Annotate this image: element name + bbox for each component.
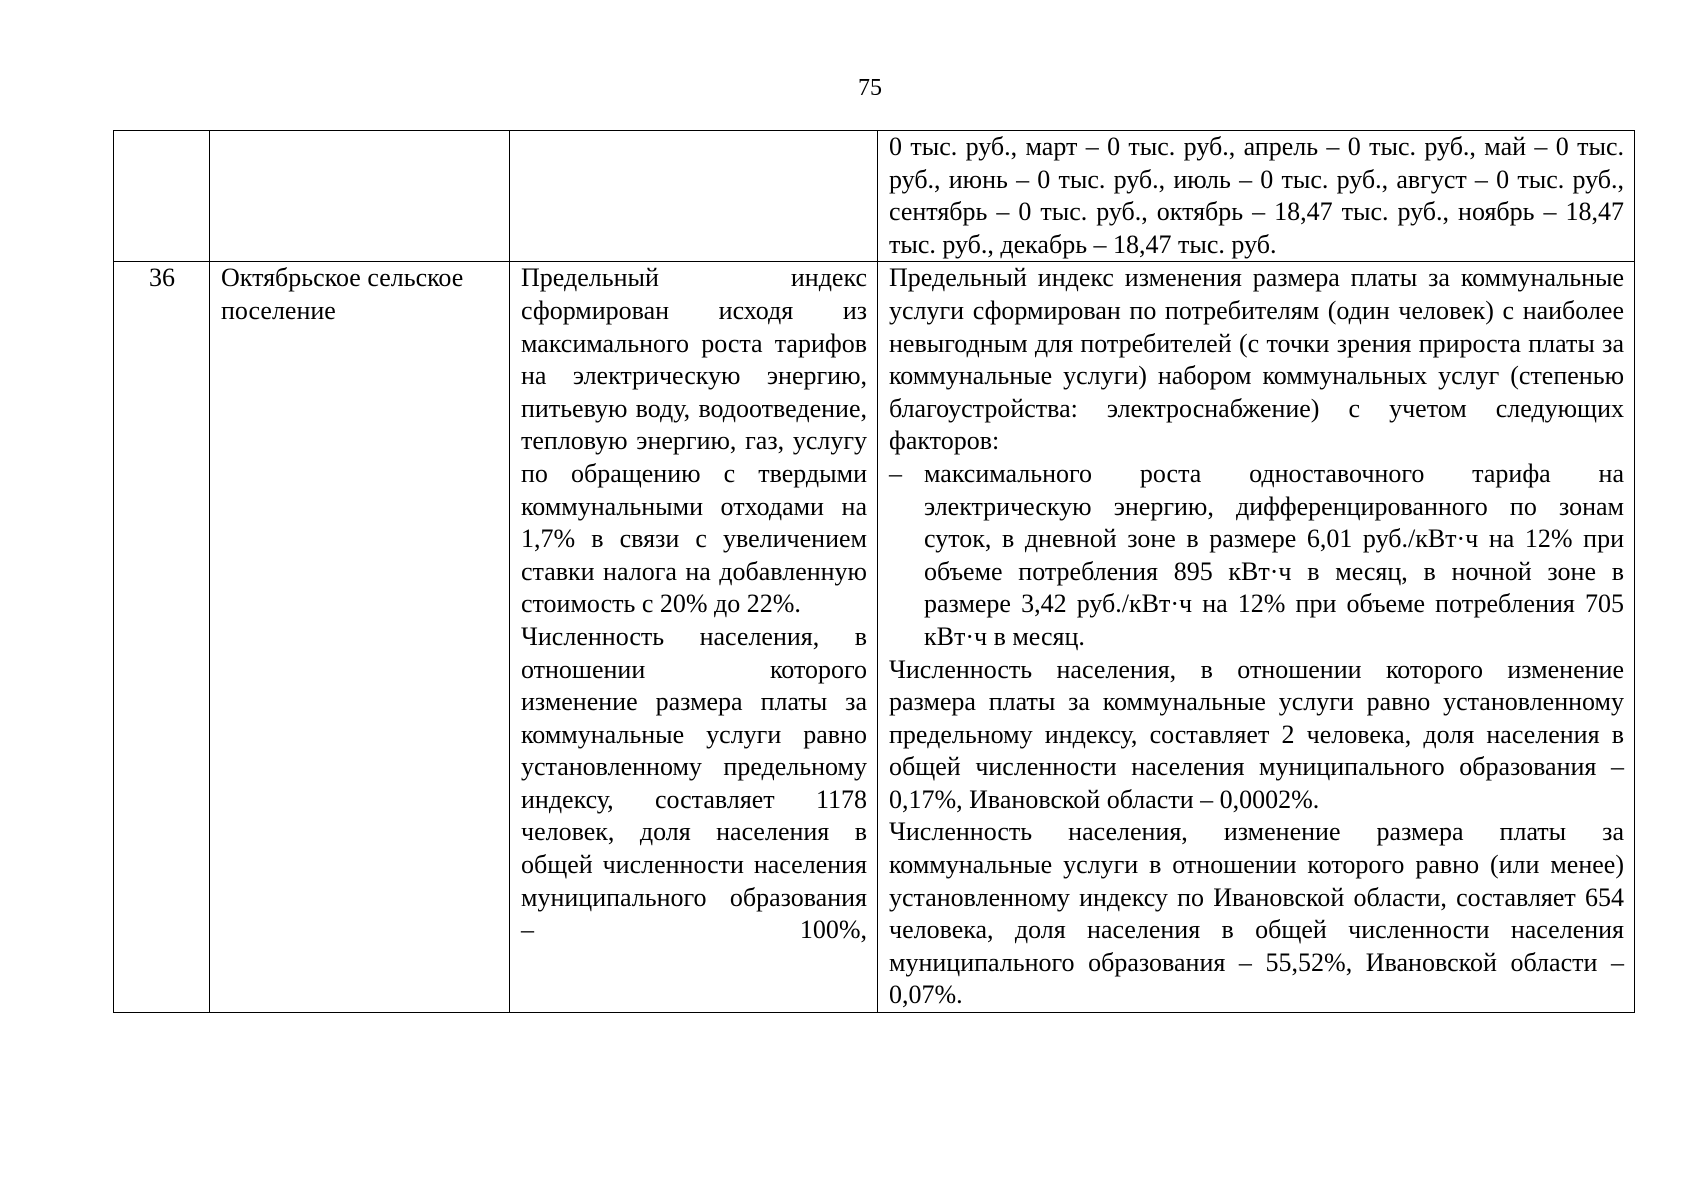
cell-empty-basis: [510, 131, 878, 262]
page-number: 75: [858, 75, 882, 101]
table-row-continuation: [114, 131, 1635, 262]
cell-empty-municipality: [210, 131, 510, 262]
index-details-paragraph-1: Предельный индекс изменения размера платы за коммунальные услуги сформирован по потребителям (один человек) с наиболее невыгодным для потребителей (с точки зрения прироста платы за коммунальные услуги) набором коммунальных услуг (степенью благоустройства: электроснабжение) с учетом следующих факторов:: [889, 263, 1624, 456]
index-basis-paragraph-1: Предельный индекс сформирован исходя из максимального роста тарифов на электрическую энергию, питьевую воду, водоотведение, тепловую энергию, газ, услугу по обращению с твердыми коммунальными отходами на 1,7% в связи с увеличением ставки налога на добавленную стоимость с 20% до 22%.: [521, 263, 867, 619]
index-basis-paragraph-2: Численность населения, в отношении которого изменение размера платы за коммунальные услуги равно установленному предельному индексу, составляет 1178 человек, доля населения в общей численности населения муниципального образования – 100%,: [521, 621, 867, 945]
factor-list-item: [889, 458, 1624, 654]
factor-list-item-text: максимального роста одноставочного тарифа на электрическую энергию, дифференцированного по зонам суток, в дневной зоне в размере 6,01 руб./кВт·ч на 12% при объеме потребления 895 кВт·ч в месяц, в ночной зоне в размере 3,42 руб./кВт·ч на 12% при объеме потребления 705 кВт·ч в месяц.: [924, 458, 1624, 651]
index-details-paragraph-3: Численность населения, изменение размера платы за коммунальные услуги в отношении которого равно (или менее) установленному индексу по Ивановской области, составляет 654 человека, доля населения в общей численности населения муниципального образования – 55,52%, Ивановской области – 0,07%.: [889, 817, 1624, 1010]
row-number-cell: [114, 262, 210, 1013]
index-details-cell: [878, 262, 1635, 1013]
data-table: [113, 130, 1635, 1013]
municipality-name: Октябрьское сельское поселение: [221, 263, 464, 325]
cell-monthly-amounts: [878, 131, 1635, 262]
index-basis-cell: [510, 262, 878, 1013]
cell-empty-number: [114, 131, 210, 262]
index-details-paragraph-2: Численность населения, в отношении которого изменение размера платы за коммунальные услуги равно установленному предельному индексу, составляет 2 человека, доля населения в общей численности населения муниципального образования – 0,17%, Ивановской области – 0,0002%.: [889, 654, 1624, 814]
dash-marker: –: [889, 458, 902, 488]
municipality-cell: [210, 262, 510, 1013]
row-number: 36: [149, 263, 175, 293]
table-row-36: [114, 262, 1635, 1013]
monthly-amounts-text: 0 тыс. руб., март – 0 тыс. руб., апрель – 0 тыс. руб., май – 0 тыс. руб., июнь – 0 тыс. руб., июль – 0 тыс. руб., август – 0 тыс. руб., сентябрь – 0 тыс. руб., октябрь – 18,47 тыс. руб., ноябрь – 18,47 тыс. руб., декабрь – 18,47 тыс. руб.: [889, 132, 1624, 259]
